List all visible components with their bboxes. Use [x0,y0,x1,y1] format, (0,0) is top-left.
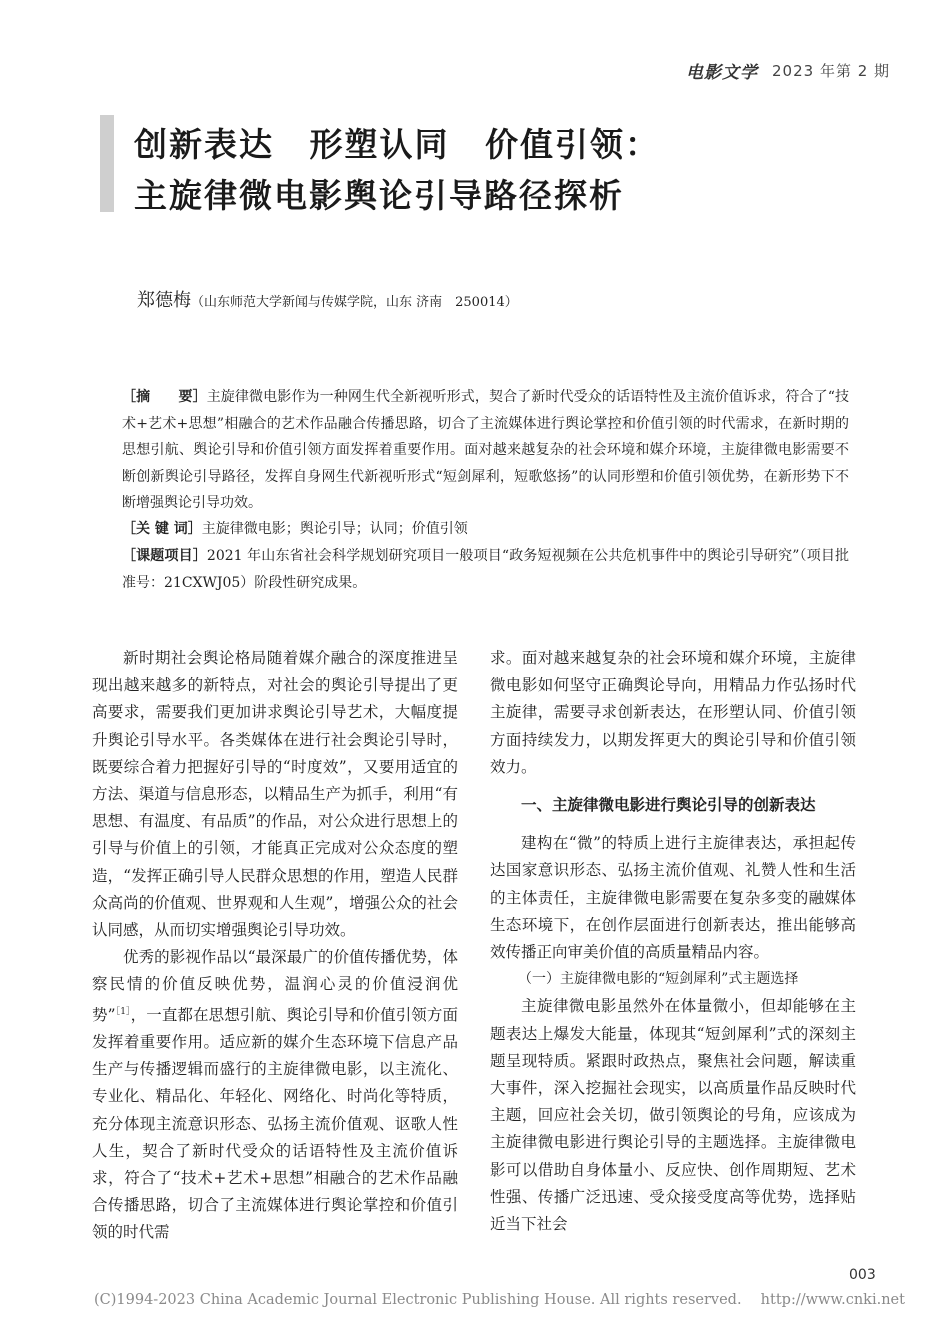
body-column-left [92,645,458,1247]
body-paragraph [92,944,458,1246]
keywords [122,516,849,543]
funding-text: 2021 年山东省社会科学规划研究项目一般项目“政务短视频在公共危机事件中的舆论引导研究”（项目批准号：21CXWJ05）阶段性研究成果。 [122,548,849,591]
funding [122,543,849,596]
journal-name: 电影文学 [686,63,758,83]
funding-label: ［课题项目］ [122,548,207,564]
body-paragraph: 新时期社会舆论格局随着媒介融合的深度推进呈现出越来越多的新特点，对社会的舆论引导提出了更高要求，需要我们更加讲求舆论引导艺术，大幅度提升舆论引导水平。各类媒体在进行社会舆论引导时，既要综合着力把握好引导的“时度效”，又要用适宜的方法、渠道与信息形态，以精品生产为抓手，利用“有思想、有温度、有品质”的作品，对公众进行思想上的引导与价值上的引领，才能真正完成对公众态度的塑造，“发挥正确引导人民群众思想的作用，塑造人民群众高尚的价值观、世界观和人生观”，增强公众的社会认同感，从而切实增强舆论引导功效。 [92,649,458,940]
issue-label: 2023 年第 2 期 [772,62,891,80]
abstract [122,384,849,517]
article-title-line-1: 创新表达 形塑认同 价值引领： [134,125,660,164]
body-paragraph: 求。面对越来越复杂的社会环境和媒介环境，主旋律微电影如何坚守正确舆论导向，用精品力作弘扬时代主旋律，需要寻求创新表达，在形塑认同、价值引领方面持续发力，以期发挥更大的舆论引导和价值引领效力。 [490,649,856,776]
body-paragraph: 建构在“微”的特质上进行主旋律表达，承担起传达国家意识形态、弘扬主流价值观、礼赞人性和生活的主体责任，主旋律微电影需要在复杂多变的融媒体生态环境下，在创作层面进行创新表达，推出能够高效传播正向审美价值的高质量精品内容。 [490,834,856,962]
copyright-notice: (C)1994-2023 China Academic Journal Electronic Publishing House. All rights reserved. http://www.cnki.net [94,1292,905,1308]
section-heading: 一、主旋律微电影进行舆论引导的创新表达 [521,796,816,815]
subsection-heading: （一）主旋律微电影的“短剑犀利”式主题选择 [518,971,799,988]
keywords-text: 主旋律微电影；舆论引导；认同；价值引领 [201,521,468,537]
article-title-line-2: 主旋律微电影舆论引导路径探析 [134,176,624,215]
abstract-label: ［摘 要］ [122,389,207,405]
author-line [137,286,518,312]
page-number: 003 [849,1267,876,1283]
keywords-label: ［关 键 词］ [122,521,202,537]
author-name: 郑德梅 [137,290,191,311]
body-paragraph: 主旋律微电影虽然外在体量微小，但却能够在主题表达上爆发大能量，体现其“短剑犀利”式的深刻主题呈现特质。紧跟时政热点，聚焦社会问题，解读重大事件，深入挖掘社会现实，以高质量作品反映时代主题，回应社会关切，做引领舆论的号角，应该成为主旋律微电影进行舆论引导的主题选择。主旋律微电影可以借助自身体量小、反应快、创作周期短、艺术性强、传播广泛迅速、受众接受度高等优势，选择贴近当下社会 [490,997,856,1234]
title-accent-bar [100,115,114,212]
author-affiliation: （山东师范大学新闻与传媒学院，山东 济南 250014） [191,295,518,310]
body-text: 优秀的影视作品以“最深最广的价值传播优势，体察民情的价值反映优势，温润心灵的价值浸润优势” [92,948,458,1024]
abstract-text: 主旋律微电影作为一种网生代全新视听形式，契合了新时代受众的话语特性及主流价值诉求，符合了“技术+艺术+思想”相融合的艺术作品融合传播思路，切合了主流媒体进行舆论掌控和价值引领的时代需求，在新时期的思想引航、舆论引导和价值引领方面发挥着重要作用。面对越来越复杂的社会环境和媒介环境，主旋律微电影需要不断创新舆论引导路径，发挥自身网生代新视听形式“短剑犀利，短歌悠扬”的认同形塑和价值引领优势，在新形势下不断增强舆论引导功效。 [122,389,849,511]
body-text: ，一直都在思想引航、舆论引导和价值引领方面发挥着重要作用。适应新的媒介生态环境下信息产品生产与传播逻辑而盛行的主旋律微电影，以主流化、专业化、精品化、年轻化、网络化、时尚化等特质，充分体现主流意识形态、弘扬主流价值观、讴歌人性人生，契合了新时代受众的话语特性及主流价值诉求，符合了“技术+艺术+思想”相融合的艺术作品融合传播思路，切合了主流媒体进行舆论掌控和价值引领的时代需 [92,1005,458,1242]
citation-ref[interactable]: ［1］ [115,1006,131,1017]
body-column-right [490,645,856,1238]
